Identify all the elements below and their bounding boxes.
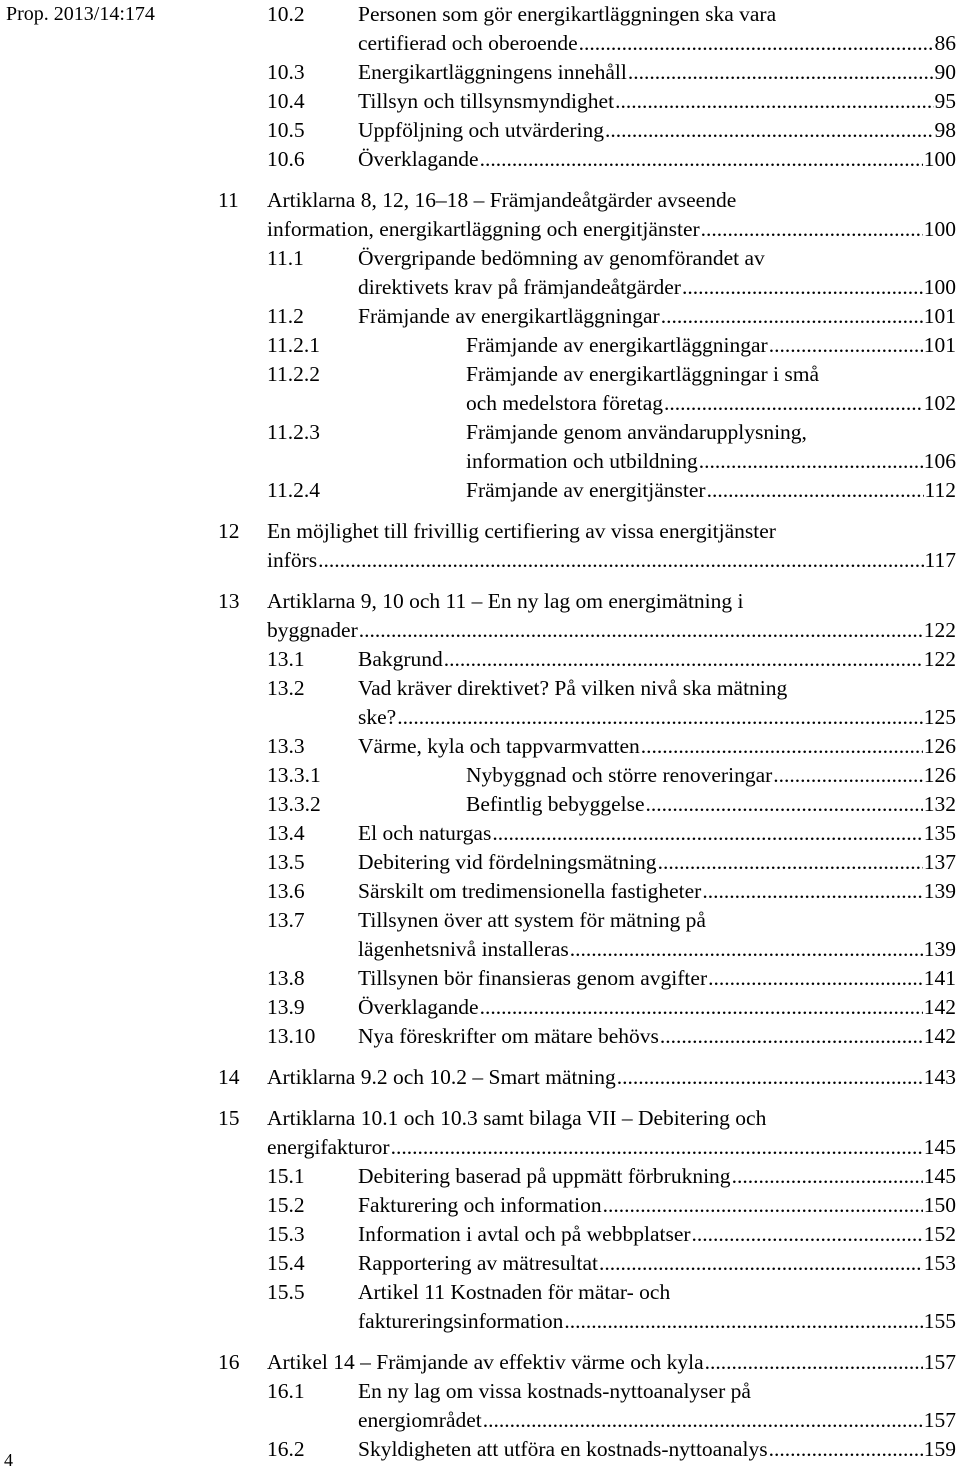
dot-leader xyxy=(359,616,923,645)
toc-entry[interactable] xyxy=(218,645,956,674)
toc-entry-page: 141 xyxy=(923,966,956,990)
toc-entry-title: Artiklarna 10.1 och 10.3 samt bilaga VII – Debitering och xyxy=(267,1106,767,1130)
toc-entry-title: Energikartläggningens innehåll xyxy=(358,60,627,84)
dot-leader xyxy=(579,29,934,58)
dot-leader xyxy=(699,447,923,476)
toc-entry-title: lägenhetsnivå installeras xyxy=(358,937,569,961)
toc-entry-title: Befintlig bebyggelse xyxy=(466,792,645,816)
dot-leader xyxy=(682,273,923,302)
toc-entry[interactable] xyxy=(218,993,956,1022)
toc-entry-title: information och utbildning xyxy=(466,449,698,473)
toc-entry-title: Personen som gör energikartläggningen ska vara xyxy=(358,2,777,26)
dot-leader xyxy=(483,1406,923,1435)
dot-leader xyxy=(570,935,923,964)
toc-entry-number: 15 xyxy=(218,1106,240,1130)
toc-entry-title: energiområdet xyxy=(358,1408,482,1432)
toc-entry-page: 122 xyxy=(923,618,956,642)
toc-entry-page: 159 xyxy=(923,1437,956,1461)
toc-entry-title: Rapportering av mätresultat xyxy=(358,1251,599,1275)
dot-leader xyxy=(708,964,923,993)
toc-entry-title: En ny lag om vissa kostnads-nyttoanalyser på xyxy=(358,1379,751,1403)
toc-entry-title: Artiklarna 9.2 och 10.2 – Smart mätning xyxy=(267,1065,616,1089)
dot-leader xyxy=(318,546,923,575)
toc-entry-title: Artiklarna 9, 10 och 11 – En ny lag om energimätning i xyxy=(267,589,744,613)
toc-entry[interactable] xyxy=(218,145,956,174)
toc-entry-number: 11.2 xyxy=(267,304,304,328)
toc-entry-number: 10.3 xyxy=(267,60,305,84)
toc-entry-title: Debitering vid fördelningsmätning xyxy=(358,850,657,874)
dot-leader xyxy=(702,877,922,906)
toc-entry[interactable] xyxy=(218,1348,956,1377)
toc-entry-page: 152 xyxy=(923,1222,956,1246)
toc-entry[interactable] xyxy=(218,906,956,964)
toc-entry-title: Tillsynen bör finansieras genom avgifter xyxy=(358,966,708,990)
toc-entry[interactable] xyxy=(218,1278,956,1336)
toc-entry-title: Övergripande bedömning av genomförandet av xyxy=(358,246,765,270)
toc-entry-page: 139 xyxy=(923,937,956,961)
toc-entry-title: Främjande av energitjänster xyxy=(466,478,706,502)
toc-entry-title: Artiklarna 8, 12, 16–18 – Främjandeåtgärder avseende xyxy=(267,188,737,212)
toc-entry[interactable] xyxy=(218,1104,956,1162)
toc-entry-title: Överklagande xyxy=(358,995,479,1019)
toc-entry-number: 13.2 xyxy=(267,676,305,700)
toc-entry-title: faktureringsinformation xyxy=(358,1309,564,1333)
toc-entry[interactable] xyxy=(218,964,956,993)
toc-entry-page: 117 xyxy=(924,548,956,572)
toc-entry[interactable] xyxy=(218,302,956,331)
toc-entry-title: Värme, kyla och tappvarmvatten xyxy=(358,734,640,758)
table-of-contents xyxy=(218,0,956,1464)
toc-entry-title: Främjande av energikartläggningar xyxy=(358,304,660,328)
toc-entry[interactable] xyxy=(218,819,956,848)
dot-leader xyxy=(701,215,923,244)
dot-leader xyxy=(615,87,933,116)
toc-entry-page: 122 xyxy=(923,647,956,671)
toc-entry-number: 13.10 xyxy=(267,1024,316,1048)
dot-leader xyxy=(692,1220,923,1249)
toc-entry-title: Skyldigheten att utföra en kostnads-nyttoanalys xyxy=(358,1437,768,1461)
dot-leader xyxy=(564,1307,922,1336)
toc-entry-number: 11.2.1 xyxy=(267,333,320,357)
toc-entry-number: 15.2 xyxy=(267,1193,305,1217)
document-reference: Prop. 2013/14:174 xyxy=(6,3,155,25)
toc-entry-title: Fakturering och information xyxy=(358,1193,602,1217)
toc-entry[interactable] xyxy=(218,116,956,145)
toc-entry-number: 16.2 xyxy=(267,1437,305,1461)
toc-entry[interactable] xyxy=(218,1249,956,1278)
toc-entry-page: 100 xyxy=(923,147,956,171)
toc-entry-page: 143 xyxy=(923,1065,956,1089)
toc-entry[interactable] xyxy=(218,674,956,732)
toc-entry[interactable] xyxy=(218,476,956,505)
toc-entry-page: 145 xyxy=(923,1164,956,1188)
toc-entry-page: 142 xyxy=(923,1024,956,1048)
toc-entry-number: 16.1 xyxy=(267,1379,305,1403)
toc-entry-title: En möjlighet till frivillig certifiering av vissa energitjänster xyxy=(267,519,776,543)
toc-entry[interactable] xyxy=(218,848,956,877)
toc-entry-page: 112 xyxy=(924,478,956,502)
dot-leader xyxy=(603,1191,923,1220)
toc-entry-title: Artikel 11 Kostnaden för mätar- och xyxy=(358,1280,671,1304)
toc-entry-number: 16 xyxy=(218,1350,240,1374)
dot-leader xyxy=(732,1162,923,1191)
toc-entry[interactable] xyxy=(218,877,956,906)
toc-entry[interactable] xyxy=(218,517,956,575)
toc-entry-number: 11.2.4 xyxy=(267,478,320,502)
toc-entry[interactable] xyxy=(218,1162,956,1191)
toc-entry-page: 101 xyxy=(923,333,956,357)
toc-entry[interactable] xyxy=(218,87,956,116)
toc-entry[interactable] xyxy=(218,732,956,761)
toc-entry-number: 10.4 xyxy=(267,89,305,113)
toc-entry-title: Vad kräver direktivet? På vilken nivå ska mätning xyxy=(358,676,788,700)
toc-entry-number: 13.6 xyxy=(267,879,305,903)
toc-entry-title: Främjande av energikartläggningar xyxy=(466,333,768,357)
toc-entry-number: 13.3.1 xyxy=(267,763,321,787)
toc-entry-title: Nya föreskrifter om mätare behövs xyxy=(358,1024,659,1048)
toc-entry[interactable] xyxy=(218,0,956,58)
toc-entry[interactable] xyxy=(218,58,956,87)
toc-entry-title: El och naturgas xyxy=(358,821,492,845)
toc-entry-title: Tillsyn och tillsynsmyndighet xyxy=(358,89,615,113)
dot-leader xyxy=(661,302,923,331)
toc-entry-page: 155 xyxy=(923,1309,956,1333)
toc-entry-number: 13.1 xyxy=(267,647,305,671)
toc-entry-number: 15.4 xyxy=(267,1251,305,1275)
toc-entry[interactable] xyxy=(218,761,956,790)
dot-leader xyxy=(444,645,923,674)
toc-entry-title: certifierad och oberoende xyxy=(358,31,578,55)
toc-entry-number: 12 xyxy=(218,519,240,543)
toc-entry-title: Främjande av energikartläggningar i små xyxy=(466,362,820,386)
toc-entry-title: Uppföljning och utvärdering xyxy=(358,118,605,142)
dot-leader xyxy=(605,116,933,145)
toc-entry-title: införs xyxy=(267,548,318,572)
dot-leader xyxy=(641,732,923,761)
dot-leader xyxy=(480,993,923,1022)
toc-entry-title: Främjande genom användarupplysning, xyxy=(466,420,807,444)
toc-entry-number: 11.2.2 xyxy=(267,362,320,386)
toc-entry-title: ske? xyxy=(358,705,397,729)
toc-entry-number: 13.3.2 xyxy=(267,792,321,816)
toc-entry-page: 145 xyxy=(923,1135,956,1159)
toc-entry-number: 11.1 xyxy=(267,246,304,270)
toc-entry-page: 98 xyxy=(934,118,956,142)
toc-entry[interactable] xyxy=(218,587,956,645)
toc-entry-page: 101 xyxy=(923,304,956,328)
toc-entry-page: 126 xyxy=(923,763,956,787)
toc-entry[interactable] xyxy=(218,1022,956,1051)
toc-entry[interactable] xyxy=(218,1435,956,1464)
toc-entry-number: 13.3 xyxy=(267,734,305,758)
toc-entry-number: 13.7 xyxy=(267,908,305,932)
dot-leader xyxy=(773,761,922,790)
toc-entry[interactable] xyxy=(218,331,956,360)
toc-entry-page: 157 xyxy=(923,1408,956,1432)
toc-entry[interactable] xyxy=(218,1220,956,1249)
toc-entry-number: 11.2.3 xyxy=(267,420,320,444)
toc-entry-number: 10.6 xyxy=(267,147,305,171)
toc-entry-number: 13.9 xyxy=(267,995,305,1019)
toc-entry[interactable] xyxy=(218,418,956,476)
toc-entry-title: Särskilt om tredimensionella fastigheter xyxy=(358,879,702,903)
toc-entry-number: 15.1 xyxy=(267,1164,305,1188)
toc-entry[interactable] xyxy=(218,1191,956,1220)
toc-entry-number: 13.4 xyxy=(267,821,305,845)
dot-leader xyxy=(492,819,922,848)
toc-entry-title: och medelstora företag xyxy=(466,391,663,415)
toc-entry-title: information, energikartläggning och energitjänster xyxy=(267,217,700,241)
toc-entry-number: 11 xyxy=(218,188,239,212)
dot-leader xyxy=(769,331,923,360)
toc-entry[interactable] xyxy=(218,186,956,244)
dot-leader xyxy=(617,1063,923,1092)
dot-leader xyxy=(480,145,923,174)
toc-entry-number: 15.3 xyxy=(267,1222,305,1246)
toc-entry-page: 132 xyxy=(923,792,956,816)
toc-entry-number: 13.8 xyxy=(267,966,305,990)
dot-leader xyxy=(769,1435,923,1464)
toc-entry-page: 86 xyxy=(934,31,956,55)
dot-leader xyxy=(628,58,934,87)
toc-entry-title: Nybyggnad och större renoveringar xyxy=(466,763,773,787)
dot-leader xyxy=(660,1022,923,1051)
toc-entry[interactable] xyxy=(218,1063,956,1092)
toc-entry-page: 100 xyxy=(923,217,956,241)
toc-entry-title: Tillsynen över att system för mätning på xyxy=(358,908,706,932)
toc-entry-page: 102 xyxy=(923,391,956,415)
toc-entry[interactable] xyxy=(218,244,956,302)
dot-leader xyxy=(646,790,923,819)
toc-entry-page: 126 xyxy=(923,734,956,758)
toc-entry-title: Information i avtal och på webbplatser xyxy=(358,1222,691,1246)
toc-entry-page: 157 xyxy=(923,1350,956,1374)
toc-entry-page: 139 xyxy=(923,879,956,903)
toc-entry-title: Överklagande xyxy=(358,147,479,171)
toc-entry-title: Debitering baserad på uppmätt förbrukning xyxy=(358,1164,731,1188)
page-number: 4 xyxy=(4,1450,13,1470)
dot-leader xyxy=(705,1348,923,1377)
toc-entry-title: energifakturor xyxy=(267,1135,390,1159)
toc-entry-number: 15.5 xyxy=(267,1280,305,1304)
toc-entry-title: direktivets krav på främjandeåtgärder xyxy=(358,275,681,299)
toc-entry-number: 13.5 xyxy=(267,850,305,874)
toc-entry-number: 13 xyxy=(218,589,240,613)
toc-entry-number: 10.2 xyxy=(267,2,305,26)
toc-entry-page: 142 xyxy=(923,995,956,1019)
toc-entry-title: Bakgrund xyxy=(358,647,443,671)
toc-entry-page: 106 xyxy=(923,449,956,473)
toc-entry[interactable] xyxy=(218,790,956,819)
toc-entry-page: 90 xyxy=(934,60,956,84)
dot-leader xyxy=(391,1133,923,1162)
toc-entry-page: 95 xyxy=(934,89,956,113)
toc-entry-title: byggnader xyxy=(267,618,358,642)
toc-entry-page: 125 xyxy=(923,705,956,729)
toc-entry-page: 153 xyxy=(923,1251,956,1275)
dot-leader xyxy=(664,389,923,418)
toc-entry-page: 135 xyxy=(923,821,956,845)
toc-entry-title: Artikel 14 – Främjande av effektiv värme och kyla xyxy=(267,1350,704,1374)
dot-leader xyxy=(397,703,923,732)
toc-entry-page: 150 xyxy=(923,1193,956,1217)
toc-entry-page: 100 xyxy=(923,275,956,299)
dot-leader xyxy=(599,1249,923,1278)
toc-entry[interactable] xyxy=(218,1377,956,1435)
toc-entry-page: 137 xyxy=(923,850,956,874)
dot-leader xyxy=(707,476,924,505)
toc-entry-number: 10.5 xyxy=(267,118,305,142)
toc-entry[interactable] xyxy=(218,360,956,418)
dot-leader xyxy=(658,848,923,877)
toc-entry-number: 14 xyxy=(218,1065,240,1089)
